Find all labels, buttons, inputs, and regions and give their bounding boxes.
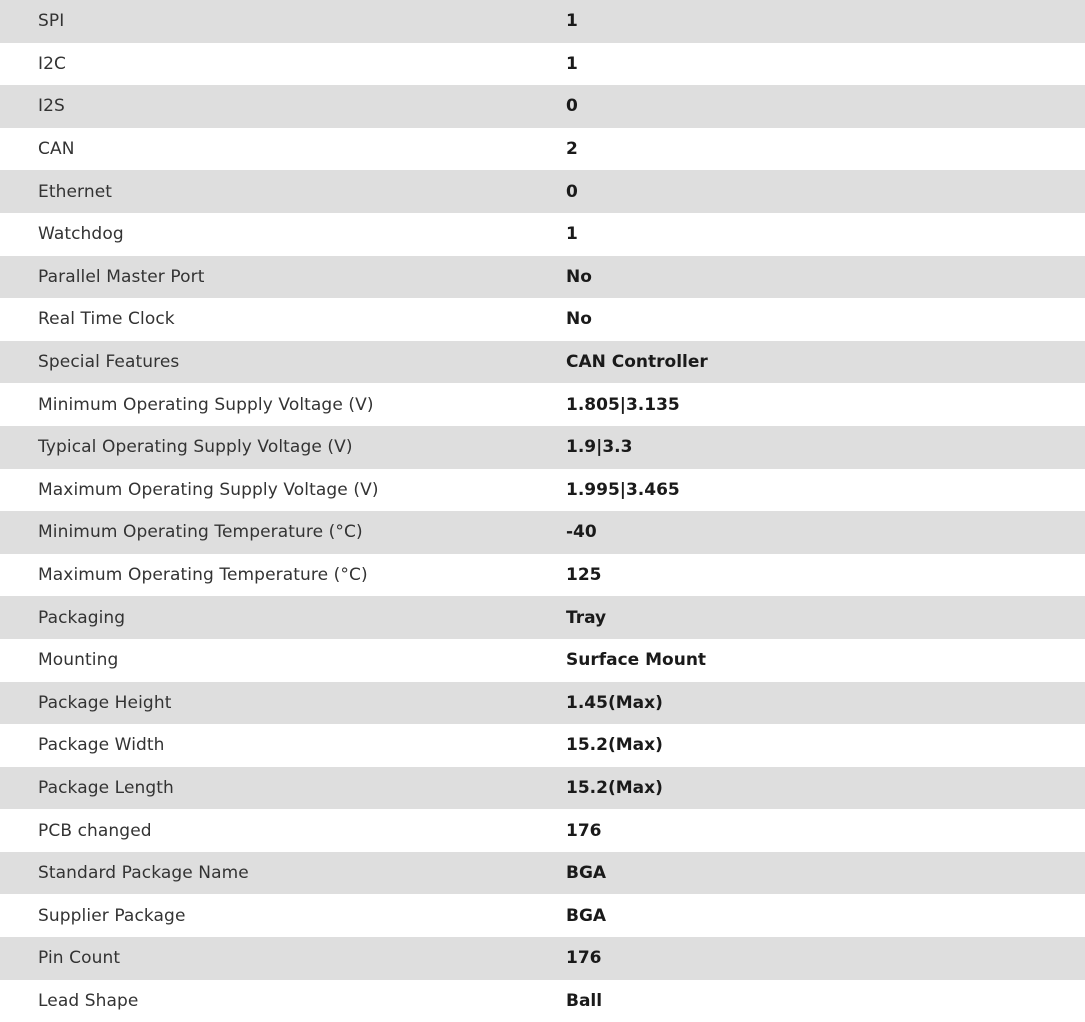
spec-value: CAN Controller — [566, 352, 708, 373]
spec-value: -40 — [566, 522, 597, 543]
spec-row-parallel-master-port — [0, 256, 1085, 299]
spec-row-i2c — [0, 43, 1085, 86]
spec-row-typ-supply-voltage — [0, 426, 1085, 469]
spec-value: 1 — [566, 224, 578, 245]
spec-row-standard-package-name — [0, 852, 1085, 895]
spec-label: Maximum Operating Supply Voltage (V) — [38, 479, 379, 500]
spec-row-min-temperature — [0, 511, 1085, 554]
spec-label: I2S — [38, 96, 65, 117]
spec-row-package-height — [0, 682, 1085, 725]
spec-label: Supplier Package — [38, 905, 186, 926]
spec-row-ethernet — [0, 170, 1085, 213]
spec-label: Mounting — [38, 650, 119, 671]
spec-row-special-features — [0, 341, 1085, 384]
spec-value: 176 — [566, 948, 602, 969]
spec-label: Lead Shape — [38, 990, 139, 1011]
spec-value: Tray — [566, 607, 607, 628]
spec-row-packaging — [0, 596, 1085, 639]
spec-row-watchdog — [0, 213, 1085, 256]
spec-label: PCB changed — [38, 820, 152, 841]
spec-value: 15.2(Max) — [566, 735, 663, 756]
spec-row-pin-count — [0, 937, 1085, 980]
spec-label: Packaging — [38, 607, 126, 628]
spec-label: Package Height — [38, 692, 172, 713]
spec-row-supplier-package — [0, 894, 1085, 937]
spec-label: Standard Package Name — [38, 863, 249, 884]
spec-value: 2 — [566, 139, 578, 160]
spec-label: Pin Count — [38, 948, 121, 969]
spec-row-i2s — [0, 85, 1085, 128]
spec-label: Real Time Clock — [38, 309, 175, 330]
spec-value: 1.45(Max) — [566, 692, 663, 713]
spec-label: Parallel Master Port — [38, 266, 205, 287]
spec-label: Typical Operating Supply Voltage (V) — [38, 437, 353, 458]
spec-value: 15.2(Max) — [566, 777, 663, 798]
spec-label: Special Features — [38, 352, 180, 373]
spec-row-min-supply-voltage — [0, 383, 1085, 426]
spec-value: 1.995|3.465 — [566, 479, 680, 500]
spec-label: CAN — [38, 139, 75, 160]
spec-value: 125 — [566, 565, 602, 586]
spec-value: BGA — [566, 863, 607, 884]
spec-value: BGA — [566, 905, 607, 926]
spec-value: No — [566, 309, 592, 330]
spec-value: No — [566, 266, 592, 287]
spec-value: 1.9|3.3 — [566, 437, 633, 458]
spec-label: Watchdog — [38, 224, 124, 245]
spec-value: 0 — [566, 96, 578, 117]
spec-value: 1 — [566, 53, 578, 74]
spec-label: Package Length — [38, 777, 174, 798]
spec-row-spi — [0, 0, 1085, 43]
spec-label: SPI — [38, 11, 65, 32]
spec-row-max-supply-voltage — [0, 469, 1085, 512]
spec-row-mounting — [0, 639, 1085, 682]
spec-value: 1 — [566, 11, 578, 32]
spec-row-can — [0, 128, 1085, 171]
spec-value: 1.805|3.135 — [566, 394, 680, 415]
spec-value: 176 — [566, 820, 602, 841]
spec-label: Minimum Operating Temperature (°C) — [38, 522, 363, 543]
spec-row-real-time-clock — [0, 298, 1085, 341]
spec-value: Surface Mount — [566, 650, 707, 671]
spec-row-pcb-changed — [0, 809, 1085, 852]
spec-label: I2C — [38, 53, 66, 74]
spec-value: 0 — [566, 181, 578, 202]
spec-label: Ethernet — [38, 181, 113, 202]
spec-label: Package Width — [38, 735, 165, 756]
spec-row-lead-shape — [0, 980, 1085, 1022]
spec-row-package-length — [0, 767, 1085, 810]
spec-label: Maximum Operating Temperature (°C) — [38, 565, 368, 586]
spec-row-package-width — [0, 724, 1085, 767]
spec-row-max-temperature — [0, 554, 1085, 597]
spec-value: Ball — [566, 990, 603, 1011]
spec-label: Minimum Operating Supply Voltage (V) — [38, 394, 374, 415]
